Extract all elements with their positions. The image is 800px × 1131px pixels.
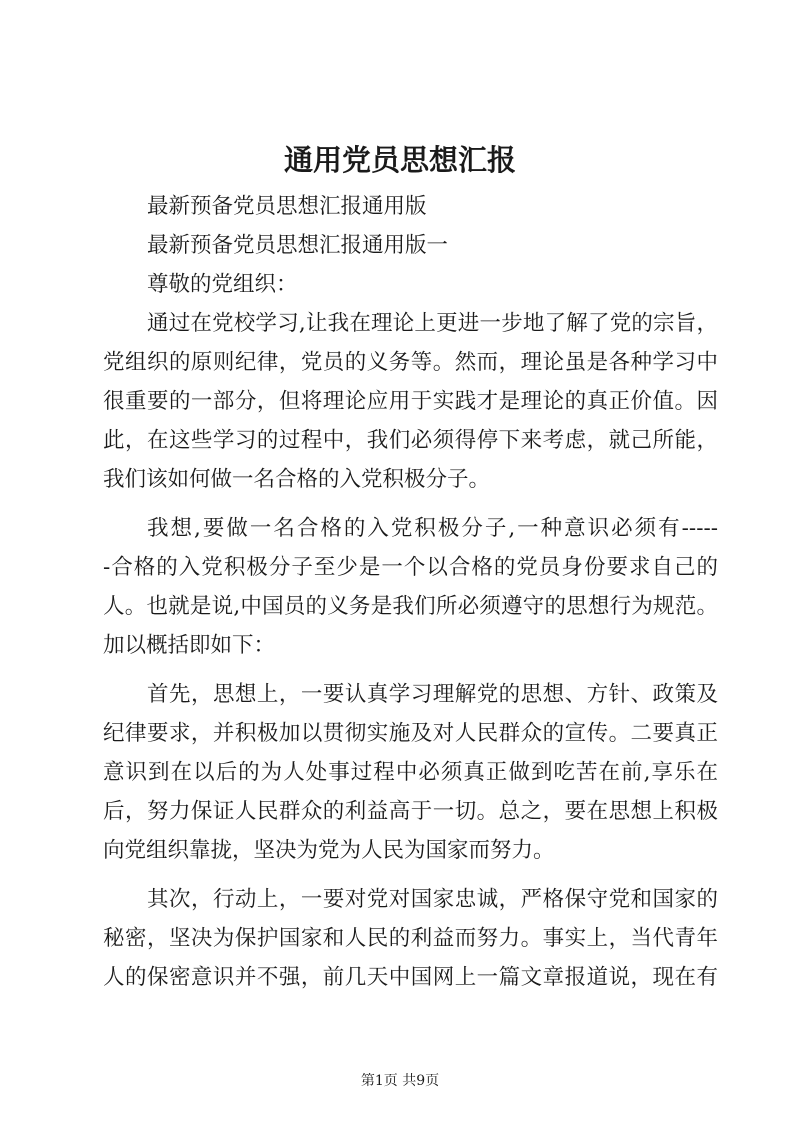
page-footer: 第1页 共9页 <box>360 1073 440 1089</box>
paragraph-line: 我想,要做一名合格的入党积极分子,一种意识必须有----- <box>147 516 718 541</box>
paragraph-line: 此，在这些学习的过程中，我们必须得停下来考虑，就己所能， <box>103 428 718 453</box>
document-title: 通用党员思想汇报 <box>283 143 516 177</box>
paragraph-line: 人。也就是说,中国员的义务是我们所必须遵守的思想行为规范。 <box>103 594 718 619</box>
paragraph-line: 加以概括即如下： <box>103 633 276 658</box>
paragraph-line: 向党组织靠拢，坚决为党为人民为国家而努力。 <box>103 838 555 863</box>
paragraph-line: 人的保密意识并不强，前几天中国网上一篇文章报道说，现在有 <box>103 965 718 990</box>
paragraph-line: 最新预备党员思想汇报通用版一 <box>147 233 449 258</box>
paragraph-line: 其次，行动上，一要对党对国家忠诚，严格保守党和国家的 <box>147 887 718 912</box>
paragraph-line: 后，努力保证人民群众的利益高于一切。总之，要在思想上积极 <box>103 799 718 824</box>
paragraph-line: 尊敬的党组织： <box>147 272 298 297</box>
paragraph-line: 纪律要求，并积极加以贯彻实施及对人民群众的宣传。二要真正 <box>103 721 718 746</box>
paragraph-line: 很重要的一部分，但将理论应用于实践才是理论的真正价值。因 <box>103 389 718 414</box>
paragraph-line: 意识到在以后的为人处事过程中必须真正做到吃苦在前,享乐在 <box>103 760 718 785</box>
paragraph-line: 秘密，坚决为保护国家和人民的利益而努力。事实上，当代青年 <box>103 926 718 951</box>
paragraph-line: -合格的入党积极分子至少是一个以合格的党员身份要求自己的 <box>103 555 718 580</box>
paragraph-line: 我们该如何做一名合格的入党积极分子。 <box>103 467 491 492</box>
paragraph-line: 首先，思想上，一要认真学习理解党的思想、方针、政策及 <box>147 682 718 707</box>
paragraph-line: 党组织的原则纪律，党员的义务等。然而，理论虽是各种学习中 <box>103 350 718 375</box>
paragraph-line: 通过在党校学习,让我在理论上更进一步地了解了党的宗旨， <box>147 311 718 336</box>
paragraph-line: 最新预备党员思想汇报通用版 <box>147 194 427 219</box>
